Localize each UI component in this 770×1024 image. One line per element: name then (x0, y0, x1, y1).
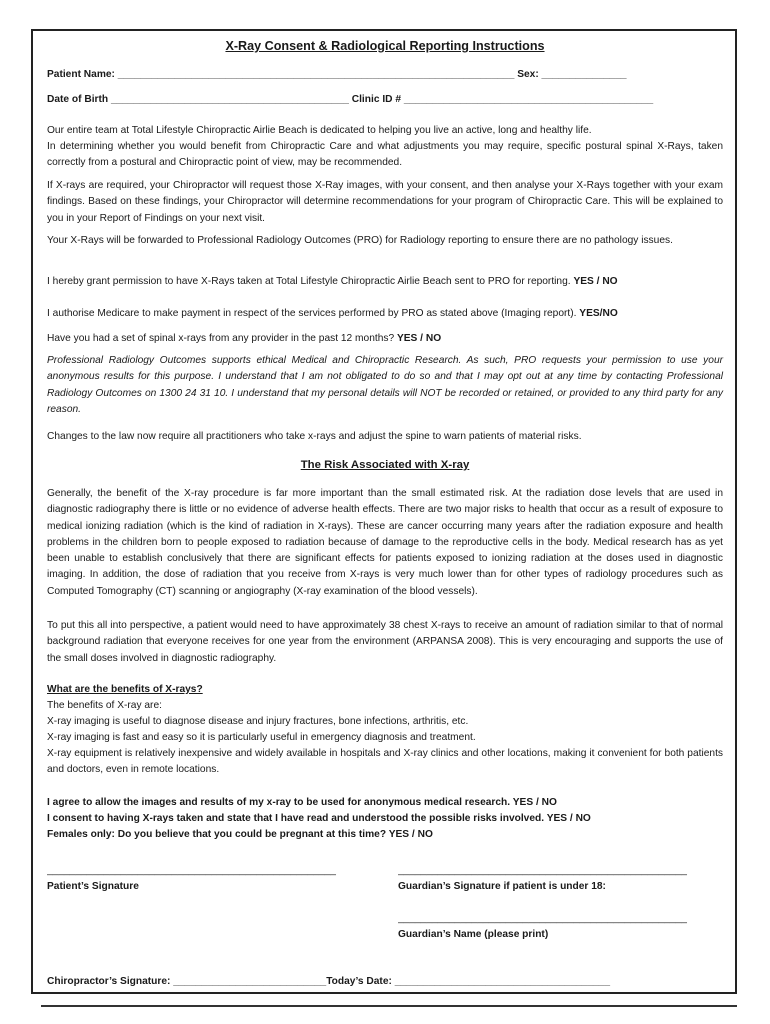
patient-signature-label: Patient’s Signature (47, 881, 139, 892)
bottom-rule (41, 1005, 737, 1007)
benefit-item: X-ray imaging is fast and easy so it is particularly useful in emergency diagnosis and treatment. (47, 732, 476, 743)
research-consent[interactable]: I agree to allow the images and results of my x-ray to be used for anonymous medical research. YES / NO (47, 797, 557, 808)
guardian-signature-line[interactable]: ___________________________________________________ (398, 865, 687, 876)
medicare-statement: I authorise Medicare to make payment in respect of the services performed by PRO as stated above (Imaging report). YES/NO (47, 308, 618, 319)
guardian-name-label: Guardian’s Name (please print) (398, 929, 549, 940)
risk-paragraph-2: To put this all into perspective, a patient would need to have approximately 38 chest X-rays to receive an amount of radiation similar to that of normal background radiation that everyone receives for one year from the environment (ARPANSA 2008). This is very encouraging and supports the use of the small doses involved in diagnostic radiography. (47, 620, 723, 664)
permission-statement: I hereby grant permission to have X-Rays taken at Total Lifestyle Chiropractic Airlie Beach sent to PRO for reporting. YES / NO (47, 276, 618, 287)
pregnancy-question[interactable]: Females only: Do you believe that you could be pregnant at this time? YES / NO (47, 829, 433, 840)
benefits-heading: What are the benefits of X-rays? (47, 684, 203, 695)
dob-clinic-field[interactable]: Date of Birth __________________________________________ Clinic ID # ____________________________________________ (47, 94, 654, 105)
intro-paragraph-2: In determining whether you would benefit from Chiropractic Care and what adjustments you may require, specific postural spinal X-Rays, taken correctly from a postural and Chiropractic point of view, may be recommended. (47, 141, 723, 169)
risk-heading: The Risk Associated with X-ray (300, 459, 470, 471)
prior-xrays-question: Have you had a set of spinal x-rays from any provider in the past 12 months? YES / NO (47, 333, 442, 344)
patient-name-field[interactable]: Patient Name: ______________________________________________________________________ Sex: _______________ (47, 69, 627, 80)
risk-paragraph-1: Generally, the benefit of the X-ray procedure is far more important than the small estimated risk. At the radiation dose levels that are used in diagnostic radiography there is little or no evidence of adverse health effects. There are two major risks to health that occur as a result of exposure to medical ionizing radiation (which is the kind of radiation in X-rays). These are cancer occurring many years after the radiation exposure and health problems in the children born to people exposed to radiation because of damage to the reproductive cells in the body. Medical research has as yet been unable to establish conclusively that there are significant effects for patients exposed to ionizing radiation at the doses used in diagnostic imaging. In addition, the dose of radiation that you receive from X-rays is very much lower than for other types of radiology procedures such as Computed Tomography (CT) scanning or angiography (X-ray examination of the blood vessels). (47, 488, 723, 597)
guardian-name-line[interactable]: ___________________________________________________ (398, 913, 687, 924)
benefit-item: X-ray equipment is relatively inexpensive and widely available in hospitals and X-ray clinics and other locations, making it convenient for both patients and doctors, even in remote locations. (47, 748, 723, 776)
guardian-signature-label: Guardian’s Signature if patient is under 18: (398, 881, 606, 892)
intro-paragraph-3: If X-rays are required, your Chiropractor will request those X-Ray images, with your consent, and then analyse your X-Rays together with your exam findings. Based on these findings, your Chiropractor will determine recommendations for your program of Chiropractic Care. This will be explained to you in your Report of Findings on your next visit. (47, 180, 723, 224)
document-title: X-Ray Consent & Radiological Reporting Instructions (225, 39, 545, 53)
risk-consent[interactable]: I consent to having X-rays taken and state that I have read and understood the possible risks involved. YES / NO (47, 813, 591, 824)
patient-signature-line[interactable]: ___________________________________________________ (47, 865, 336, 876)
research-paragraph: Professional Radiology Outcomes supports ethical Medical and Chiropractic Research. As such, PRO requests your permission to use your anonymous results for this purpose. I understand that I am not obligated to do so and that I may opt out at any time by contacting Professional Radiology Outcomes on 1300 24 31 10. I understand that my personal details will NOT be recorded or retained, or provided to any third party for any reason. (47, 355, 723, 415)
prior-xrays-yes-no[interactable]: YES / NO (396, 333, 442, 344)
law-change-paragraph: Changes to the law now require all practitioners who take x-rays and adjust the spine to warn patients of material risks. (47, 431, 582, 442)
benefit-item: X-ray imaging is useful to diagnose disease and injury fractures, bone infections, arthritis, etc. (47, 716, 469, 727)
benefits-intro: The benefits of X-ray are: (47, 700, 162, 711)
pro-forward-paragraph: Your X-Rays will be forwarded to Professional Radiology Outcomes (PRO) for Radiology reporting to ensure there are no pathology issues. (47, 235, 673, 246)
document-frame (31, 29, 737, 994)
intro-paragraph-1: Our entire team at Total Lifestyle Chiropractic Airlie Beach is dedicated to helping you live an active, long and healthy life. (47, 125, 592, 136)
permission-yes-no[interactable]: YES / NO (573, 276, 618, 287)
medicare-yes-no[interactable]: YES/NO (579, 308, 618, 319)
chiropractor-signature-date-line[interactable]: Chiropractor’s Signature: ___________________________Today’s Date: ______________________________________ (47, 976, 611, 987)
